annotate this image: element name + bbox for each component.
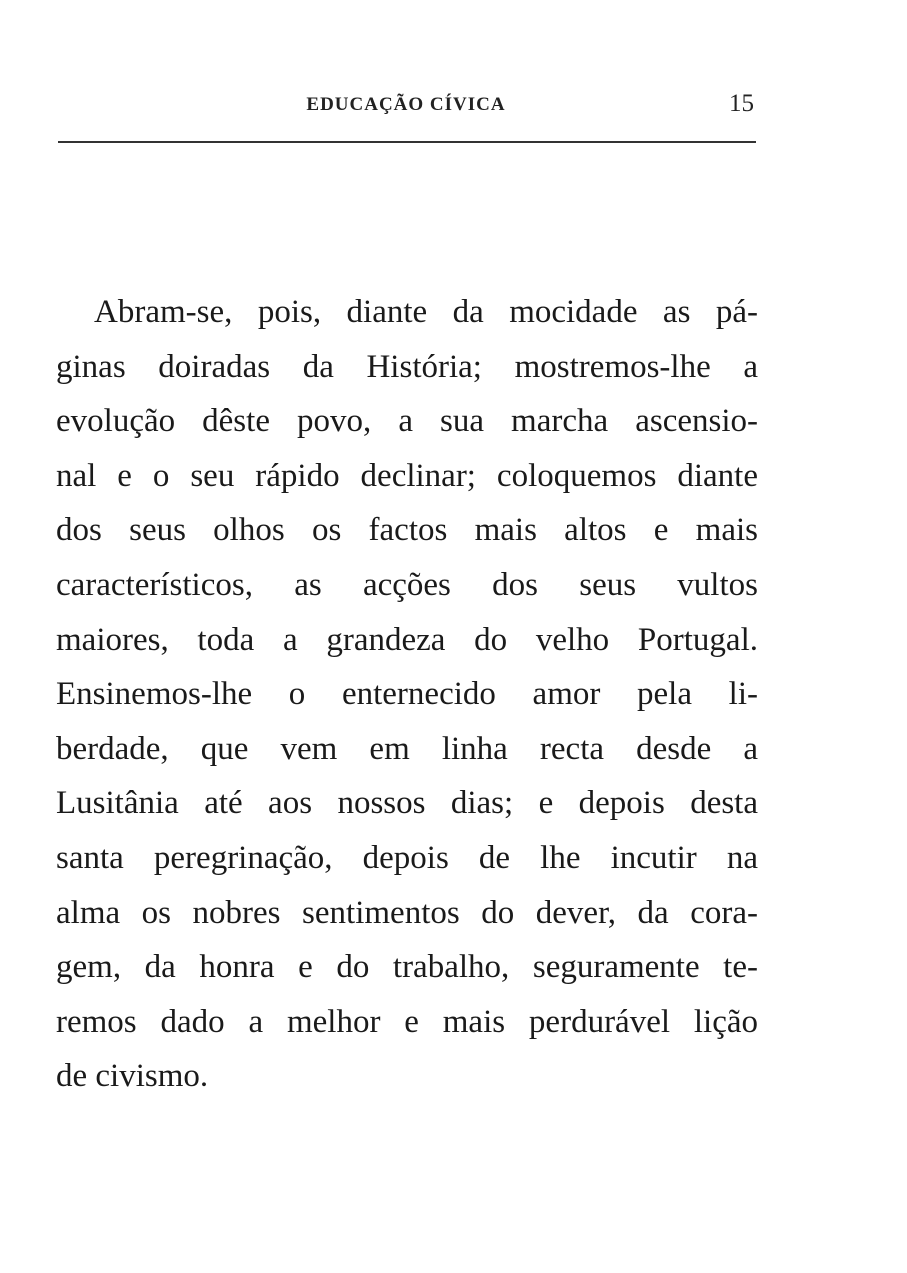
text-line: dos seus olhos os factos mais altos e mais — [56, 512, 758, 549]
text-line: santa peregrinação, depois de lhe incutir na — [56, 839, 758, 876]
running-head — [56, 90, 756, 120]
text-line: remos dado a melhor e mais perdurável lição — [56, 1003, 758, 1040]
text-line: característicos, as acções dos seus vultos — [56, 566, 758, 603]
text-line: Ensinemos-lhe o enternecido amor pela li- — [56, 676, 758, 713]
text-line: maiores, toda a grandeza do velho Portugal. — [56, 621, 758, 658]
text-line: ginas doiradas da História; mostremos-lhe a — [56, 348, 758, 385]
page-number: 15 — [729, 90, 754, 117]
text-line: Lusitânia até aos nossos dias; e depois desta — [56, 785, 758, 822]
text-line: de civismo. — [56, 1058, 209, 1095]
header-rule — [58, 141, 756, 143]
text-line: evolução dêste povo, a sua marcha ascensio- — [56, 403, 758, 440]
paragraph — [56, 285, 758, 1104]
text-line: gem, da honra e do trabalho, seguramente te- — [56, 949, 758, 986]
text-line: Abram-se, pois, diante da mocidade as pá- — [94, 294, 758, 330]
text-line: nal e o seu rápido declinar; coloquemos diante — [56, 457, 758, 494]
text-line: berdade, que vem em linha recta desde a — [56, 730, 758, 767]
text-line: alma os nobres sentimentos do dever, da cora- — [56, 894, 758, 931]
running-title: EDUCAÇÃO CÍVICA — [306, 94, 506, 115]
